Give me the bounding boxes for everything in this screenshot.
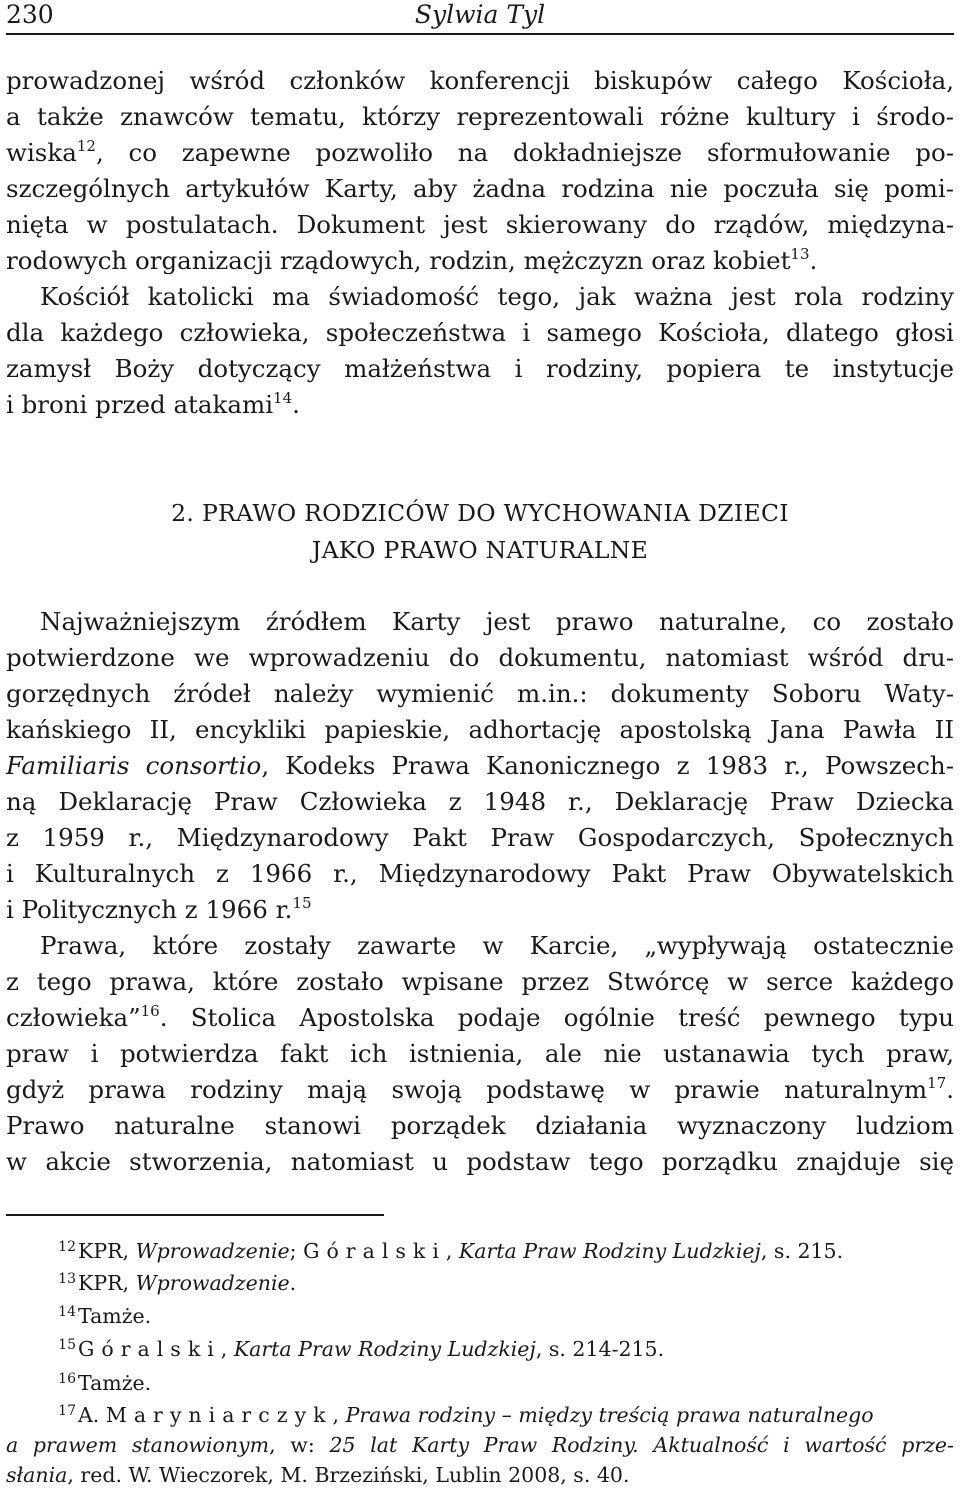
footnote-number: 15 xyxy=(58,1337,76,1353)
footnote-12: $^{12}$KPR, Wprowadzenie; Góralski, Karta Praw Rodziny Ludzkiej, s. 215. xyxy=(58,1239,844,1263)
body-line: z 1959 r., Międzynarodowy Pakt Praw Gospodarczych, Społecznych xyxy=(6,823,954,852)
footnote-number: 13 xyxy=(58,1271,76,1287)
footnote-number: 17 xyxy=(58,1403,76,1419)
body-line: w akcie stworzenia, natomiast u podstaw tego porządku znajduje się xyxy=(6,1147,954,1176)
section-heading: JAKO PRAWO NATURALNE xyxy=(311,536,649,564)
body-line: wiska$^{12}$, co zapewne pozwoliło na dokładniejsze sformułowanie po- xyxy=(6,137,954,167)
body-line: praw i potwierdza fakt ich istnienia, ale nie ustanawia tych praw, xyxy=(6,1039,954,1068)
footnote-13: $^{13}$KPR, Wprowadzenie. xyxy=(58,1271,297,1295)
body-line: człowieka”$^{16}$. Stolica Apostolska podaje ogólnie treść pewnego typu xyxy=(6,1002,954,1032)
footnote-17-cont: słania, red. W. Wieczorek, M. Brzeziński, Lublin 2008, s. 40. xyxy=(6,1463,630,1487)
footnote-15: $^{15}$Góralski, Karta Praw Rodziny Ludzkiej, s. 214-215. xyxy=(58,1337,665,1361)
body-line: gorzędnych źródeł należy wymienić m.in.: dokumenty Soboru Waty- xyxy=(6,679,954,708)
body-line: rodowych organizacji rządowych, rodzin, mężczyzn oraz kobiet$^{13}$. xyxy=(6,245,818,275)
running-title: Sylwia Tyl xyxy=(414,0,546,29)
author-name: Góralski xyxy=(78,1337,221,1361)
footnote-ref[interactable]: 13 xyxy=(790,245,810,263)
author-name: Maryniarczyk xyxy=(105,1403,333,1427)
body-line: a także znawców tematu, którzy reprezentowali różne kultury i środo- xyxy=(6,102,954,131)
running-head xyxy=(6,0,954,34)
body-line: gdyż prawa rodziny mają swoją podstawę w prawie naturalnym$^{17}$. xyxy=(6,1074,954,1104)
body-line: kańskiego II, encykliki papieskie, adhortację apostolską Jana Pawła II xyxy=(6,715,954,744)
body-line: zamysł Boży dotyczący małżeństwa i rodziny, popiera te instytucje xyxy=(6,354,954,383)
footnote-ref[interactable]: 17 xyxy=(927,1074,947,1092)
footnote-ref[interactable]: 12 xyxy=(76,137,96,155)
body-line: ną Deklarację Praw Człowieka z 1948 r., Deklarację Praw Dziecka xyxy=(6,787,954,816)
footnote-17: $^{17}$A. Maryniarczyk, Prawa rodziny – między treścią prawa naturalnego xyxy=(58,1403,874,1427)
body-line: Kościół katolicki ma świadomość tego, jak ważna jest rola rodziny xyxy=(40,282,954,311)
footnote-ref[interactable]: 16 xyxy=(140,1002,160,1020)
body-line: potwierdzone we wprowadzeniu do dokumentu, natomiast wśród dru- xyxy=(6,643,954,672)
body-line: Prawa, które zostały zawarte w Karcie, „wypływają ostatecznie xyxy=(40,931,954,960)
footnote-ref[interactable]: 15 xyxy=(292,894,312,912)
footnote-ref[interactable]: 14 xyxy=(273,389,293,407)
footnote-number: 12 xyxy=(58,1239,76,1255)
author-name: Góralski xyxy=(303,1239,446,1263)
body-line: i Politycznych z 1966 r.$^{15}$ xyxy=(6,894,312,924)
page-number: 230 xyxy=(6,0,54,29)
body-line: i Kulturalnych z 1966 r., Międzynarodowy Pakt Praw Obywatelskich xyxy=(6,859,954,888)
body-line: Prawo naturalne stanowi porządek działania wyznaczony ludziom xyxy=(6,1111,954,1140)
footnote-number: 16 xyxy=(58,1371,76,1387)
footnote-16: $^{16}$Tamże. xyxy=(58,1371,152,1395)
footnote-14: $^{14}$Tamże. xyxy=(58,1304,152,1328)
body-line: dla każdego człowieka, społeczeństwa i samego Kościoła, dlatego głosi xyxy=(6,318,954,347)
body-line: nięta w postulatach. Dokument jest skierowany do rządów, międzyna- xyxy=(6,210,954,239)
body-line: z tego prawa, które zostało wpisane przez Stwórcę w serce każdego xyxy=(6,967,954,996)
footnote-17-cont: a prawem stanowionym, w: 25 lat Karty Praw Rodziny. Aktualność i wartość prze- xyxy=(6,1433,954,1457)
footnote-number: 14 xyxy=(58,1304,76,1320)
body-line: i broni przed atakami$^{14}$. xyxy=(6,389,300,419)
body-line: Familiaris consortio, Kodeks Prawa Kanonicznego z 1983 r., Powszech- xyxy=(6,751,954,780)
footnote-rule xyxy=(6,1214,384,1216)
header-rule xyxy=(6,33,954,35)
body-line: szczególnych artykułów Karty, aby żadna rodzina nie poczuła się pomi- xyxy=(6,174,954,203)
section-heading: 2. PRAWO RODZICÓW DO WYCHOWANIA DZIECI xyxy=(171,499,789,527)
body-line: Najważniejszym źródłem Karty jest prawo naturalne, co zostało xyxy=(40,607,954,636)
body-line: prowadzonej wśród członków konferencji biskupów całego Kościoła, xyxy=(6,66,954,95)
